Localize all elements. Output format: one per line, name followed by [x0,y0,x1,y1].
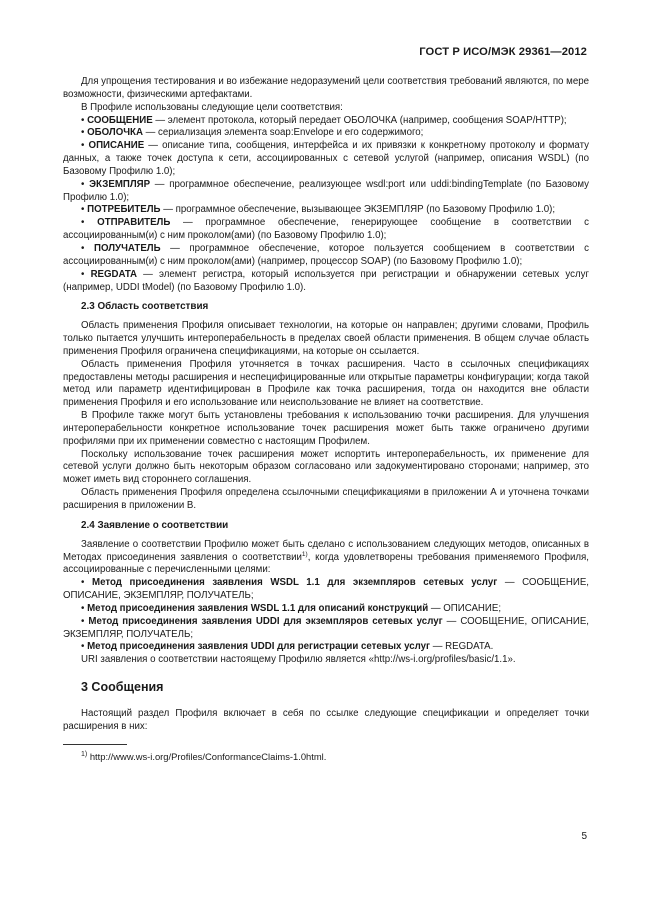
footnote-divider [63,744,127,745]
paragraph: Настоящий раздел Профиля включает в себя по ссылке следующие спецификации и определяет точки расширения в них: [63,707,589,732]
section-heading-2-4: 2.4 Заявление о соответствии [81,519,229,531]
list-item: • Метод присоединения заявления UDDI для регистрации сетевых услуг — REGDATA. [81,641,494,653]
list-item: • REGDATA — элемент регистра, который используется при регистрации и обнаружении сетевых услуг (например, UDDI tModel) (по Базовому Профилю 1.0). [63,268,590,293]
paragraph: Заявление о соответствии Профилю может быть сделано с использованием следующих методов, описанных в Методах присоединения заявления о соответствии$^{1)}$, когда удовлетворены требования применяемого Профиля, ассоциированные с перечисленными целями: [63,538,589,576]
list-item: • Метод присоединения заявления WSDL 1.1 для экземпляров сетевых услуг — СООБЩЕНИЕ, ОПИСАНИЕ, ЭКЗЕМПЛЯР, ПОЛУЧАТЕЛЬ; [63,577,589,602]
section-heading-3: 3 Сообщения [81,680,164,695]
conformance-targets-list [63,115,589,295]
list-item: • ОБОЛОЧКА — сериализация элемента soap:Envelope и его содержимого; [81,127,424,139]
section-heading-2-3: 2.3 Область соответствия [81,301,209,313]
list-item: • ЭКЗЕМПЛЯР — программное обеспечение, реализующее wsdl:port или uddi:bindingTemplate (по Базовому Профилю 1.0); [63,178,589,203]
list-item: • Метод присоединения заявления WSDL 1.1 для описаний конструкций — ОПИСАНИЕ; [81,602,502,614]
standard-header: ГОСТ Р ИСО/МЭК 29361—2012 [419,46,587,58]
page-number: 5 [581,831,587,842]
paragraph: Область применения Профиля описывает технологии, на которые он направлен; другими словами, Профиль только пытается улучшить интероперабельность в пределах своей области применения. В общем случае область применения Профиля ограничена спецификациями, на которые он ссылается. [63,320,589,357]
paragraph: URI заявления о соответствии настоящему Профилю является «http://ws-i.org/profiles/basic/1.1». [81,654,516,666]
targets-intro: В Профиле использованы следующие цели соответствия: [81,101,343,113]
list-item: • ОТПРАВИТЕЛЬ — программное обеспечение, генерирующее сообщение в соответствии с ассоциированным(и) с ним проколом(ами) (по Базовому Профилю 1.0); [63,217,589,242]
list-item: • Метод присоединения заявления UDDI для экземпляров сетевых услуг — СООБЩЕНИЕ, ОПИСАНИЕ, ЭКЗЕМПЛЯР, ПОЛУЧАТЕЛЬ; [63,615,589,640]
list-item: • ОПИСАНИЕ — описание типа, сообщения, интерфейса и их привязки к конкретному протоколу и формату данных, а также точек доступа к сети, ассоциированных с сетевой услугой (например, описания WSDL) (по Базовому Профилю 1.0); [63,140,589,177]
page-content [63,76,589,764]
paragraph: Область применения Профиля уточняется в точках расширения. Часто в ссылочных спецификациях предоставлены методы расширения и неспецифицированные или открытые параметры конфигурации; когда такой метод или параметр идентифицирован в Профиле как точка расширения, тогда он находится вне области применения Профиля и его использование или неиспользование не влияет на соответствие. [63,358,589,409]
paragraph: Область применения Профиля определена ссылочными спецификациями в приложении А и уточнена точками расширения в приложении В. [63,487,589,511]
list-item: • СООБЩЕНИЕ — элемент протокола, который передает ОБОЛОЧКА (например, сообщения SOAP/HTTP); [81,114,567,126]
list-item: • ПОТРЕБИТЕЛЬ — программное обеспечение, вызывающее ЭКЗЕМПЛЯР (по Базовому Профилю 1.0); [81,204,556,216]
list-item: • ПОЛУЧАТЕЛЬ — программное обеспечение, которое пользуется сообщением в соответствии с ассоциированным(и) с ним проколом(ами) (например, процессор SOAP) (по Базовому Профилю 1.0); [63,242,589,267]
paragraph: Поскольку использование точек расширения может испортить интероперабельность, их применение для сетевой услуги должно быть некоторым образом согласовано или задокументировано сторонами; например, это может иметь вид стороннего соглашения. [63,448,589,486]
footnote-ref: 1) [301,550,308,558]
footnote: $^{1)}$ http://www.ws-i.org/Profiles/ConformanceClaims-1.0html. [81,750,327,762]
intro-paragraph: Для упрощения тестирования и во избежание недоразумений цели соответствия требований являются, по мере возможности, физическими артефактами. [63,76,589,100]
claim-methods-list [63,577,589,654]
paragraph: В Профиле также могут быть установлены требования к использованию точки расширения. Для улучшения интероперабельности конкретное использование точек расширения может быть также ограничено другими профилями при их применении совместно с настоящим Профилем. [63,410,589,447]
